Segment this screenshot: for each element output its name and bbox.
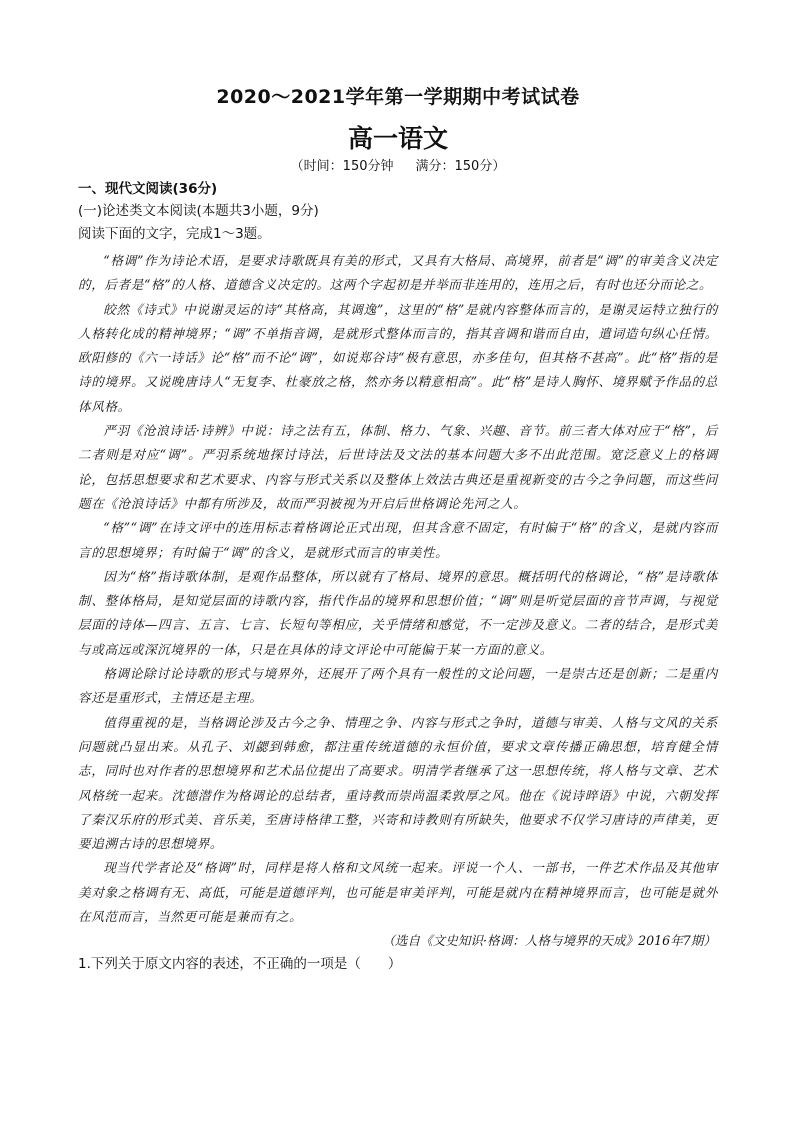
exam-title: 2020～2021学年第一学期期中考试试卷 <box>216 86 580 108</box>
article-paragraph: 现当代学者论及“格调”时，同样是将人格和文风统一起来。评说一个人、一部书，一件艺术作品及其他审美对象之格调有无、高低，可能是道德评判，也可能是审美评判，可能是就内在精神境界而言，也可能是就外在风范而言，当然更可能是兼而有之。 <box>78 860 718 925</box>
article-source: （选自《文史知识·格调：人格与境界的天成》2016年7期） <box>382 933 716 949</box>
article-paragraph: 严羽《沧浪诗话·诗辨》中说：诗之法有五，体制、格力、气象、兴趣、音节。前三者大体对应于“格”，后二者则是对应“调”。严羽系统地探讨诗法，后世诗法及文法的基本问题大多不出此范围。宽泛意义上的格调论，包括思想要求和艺术要求、内容与形式关系以及整体上效法古典还是重视新变的古今之争问题，而这些问题在《沧浪诗话》中都有所涉及，故而严羽被视为开启后世格调论先河之人。 <box>78 423 718 511</box>
section-heading: 一、现代文阅读(36分) <box>78 181 218 197</box>
exam-info <box>78 156 718 178</box>
reading-article <box>78 249 718 929</box>
reading-instruction: 阅读下面的文字，完成1～3题。 <box>78 226 271 242</box>
article-paragraph: 格调论除讨论诗歌的形式与境界外，还展开了两个具有一般性的文论问题，一是崇古还是创新；二是重内容还是重形式，主情还是主理。 <box>78 666 718 706</box>
article-paragraph: 因为“格”指诗歌体制，是观作品整体，所以就有了格局、境界的意思。概括明代的格调论，“格”是诗歌体制、整体格局，是知觉层面的诗歌内容，指代作品的境界和思想价值；“调”则是听觉层面的音节声调，与视觉层面的诗体—四言、五言、七言、长短句等相应，关乎情绪和感觉，不一定涉及意义。二者的结合，是形式美与或高远或深沉境界的一体，只是在具体的诗文评论中可能偏于某一方面的意义。 <box>78 568 718 657</box>
exam-score: 满分：150分） <box>415 159 506 174</box>
exam-time: （时间：150分钟 <box>290 159 394 174</box>
article-paragraph: “格”“调”在诗文评中的连用标志着格调论正式出现，但其含意不固定，有时偏于“格”的含义，是就内容而言的思想境界；有时偏于“调”的含义，是就形式而言的审美性。 <box>78 520 718 560</box>
sub-heading: (一)论述类文本阅读(本题共3小题，9分) <box>78 203 319 219</box>
article-paragraph: 皎然《诗式》中说谢灵运的诗“其格高，其调逸”，这里的“格”是就内容整体而言的，是谢灵运特立独行的人格转化成的精神境界；“调”不单指音调，是就形式整体而言的，指其音调和谐而自由，遣词造句纵心任情。欧阳修的《六一诗话》论“格”而不论“调”，如说郑谷诗“极有意思，亦多佳句，但其格不甚高”。此“格”指的是诗的境界。又说晚唐诗人“无复李、杜豪放之格，然亦务以精意相高”。此“格”是诗人胸怀、境界赋予作品的总体风格。 <box>78 301 718 414</box>
article-paragraph: “格调”作为诗论术语，是要求诗歌既具有美的形式，又具有大格局、高境界，前者是“调”的审美含义决定的，后者是“格”的人格、道德含义决定的。这两个字起初是并举而非连用的，连用之后，有时也还分而论之。 <box>78 253 718 293</box>
subject-title: 高一语文 <box>347 124 448 153</box>
question-1: 1.下列关于原文内容的表述，不正确的一项是（ ） <box>78 956 402 973</box>
article-paragraph: 值得重视的是，当格调论涉及古今之争、情理之争、内容与形式之争时，道德与审美、人格与文风的关系问题就凸显出来。从孔子、刘勰到韩愈，都注重传统道德的永恒价值，要求文章传播正确思想，培育健全情志，同时也对作者的思想境界和艺术品位提出了高要求。明清学者继承了这一思想传统，将人格与文章、艺术风格统一起来。沈德潜作为格调论的总结者，重诗教而崇尚温柔敦厚之风。他在《说诗晬语》中说，六朝发挥了秦汉乐府的形式美、音乐美，至唐诗格律工整，兴寄和诗教则有所缺失，他要求不仅学习唐诗的声律美，更要追溯古诗的思想境界。 <box>78 714 718 852</box>
